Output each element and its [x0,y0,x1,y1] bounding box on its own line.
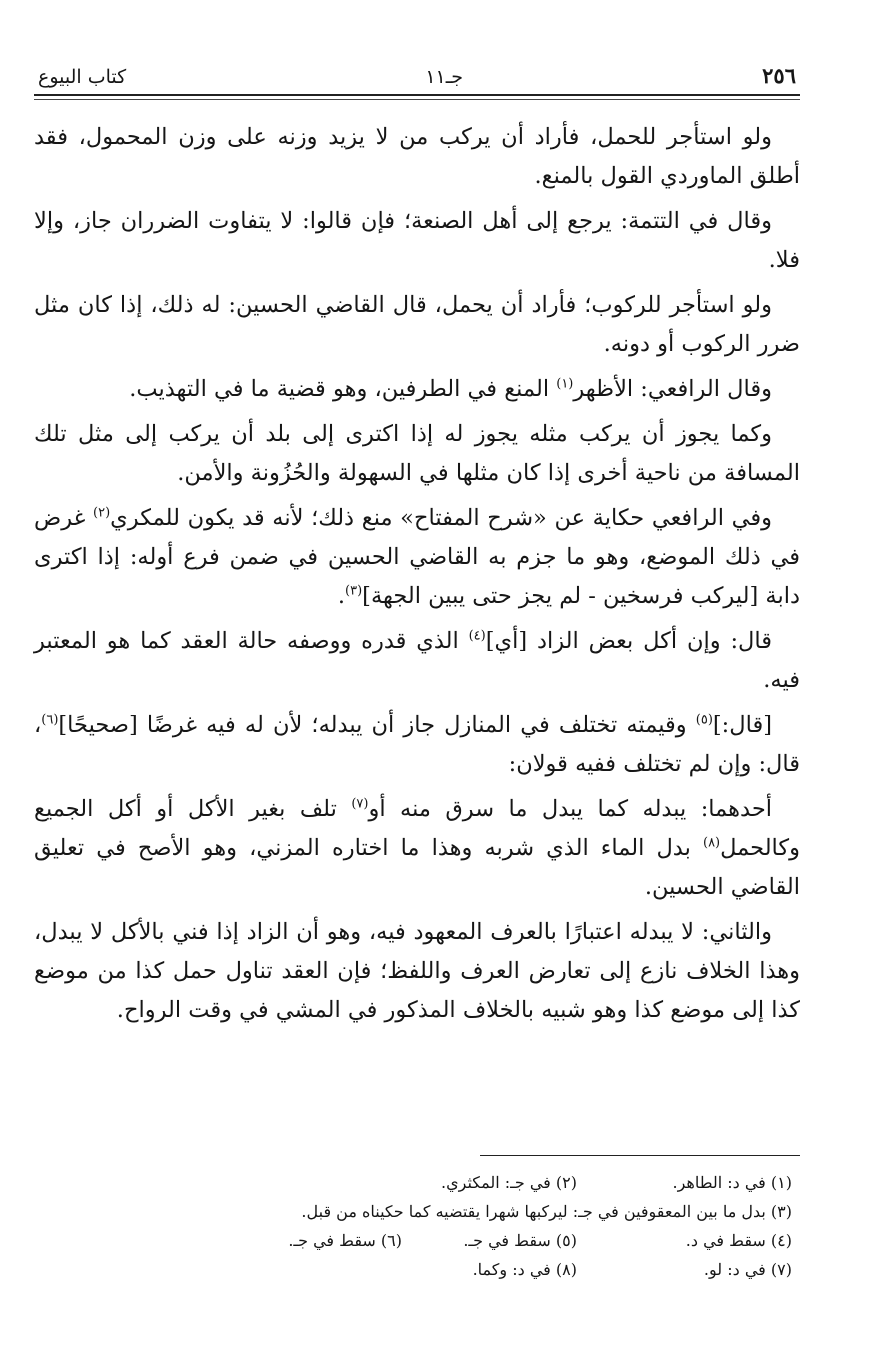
paragraph [34,370,800,409]
paragraph [34,790,800,907]
volume-label: جـ١١ [425,66,464,88]
footnote-row [34,1255,800,1284]
footnote: (٧) في د: لو. [703,1260,792,1279]
paragraph-text: وقال في التتمة: يرجع إلى أهل الصنعة؛ فإن قالوا: لا يتفاوت الضرران جاز، وإلا فلا. [34,208,800,273]
footnotes [34,1168,800,1284]
paragraph-text: تلف بغير الأكل أو أكل الجميع وكالحمل [34,796,800,861]
footnote-reference: (٣) [345,583,363,599]
paragraph-text: والثاني: لا يبدله اعتبارًا بالعرف المعهود فيه، وهو أن الزاد إذا فني بالأكل لا يبدل، وهذا الخلاف نازع إلى تعارض العرف واللفظ؛ فإن العقد تناول حمل كذا من موضع كذا إلى موضع كذا وهو شبيه بالخلاف المذكور في المشي في وقت الرواح. [34,919,800,1023]
paragraph-text: وفي الرافعي حكاية عن «شرح المفتاح» منع ذلك؛ لأنه قد يكون للمكري [110,505,772,531]
paragraph-text: . [337,583,346,609]
paragraph [34,622,800,700]
running-head [34,60,800,92]
paragraph-text: [قال:] [712,712,772,738]
paragraph-text: المنع في الطرفين، وهو قضية ما في التهذيب. [129,376,557,402]
paragraph [34,499,800,616]
header-rule-thin [34,99,800,100]
paragraph-text: ولو استأجر للركوب؛ فأراد أن يحمل، قال القاضي الحسين: له ذلك، إذا كان مثل ضرر الركوب أو دونه. [34,292,800,357]
page-number: ٢٥٦ [762,63,796,88]
footnote-reference: (٧) [351,796,369,812]
footnote: (٨) في د: وكما. [472,1260,577,1279]
paragraph-text: قال: وإن أكل بعض الزاد [أي] [485,628,772,654]
paragraph-text: وقال الرافعي: الأظهر [573,376,772,402]
footnote-reference: (١) [556,376,574,392]
paragraph-text: وقيمته تختلف في المنازل جاز أن يبدله؛ لأن له فيه غرضًا [صحيحًا] [58,712,696,738]
paragraph-text: غرض في ذلك الموضع، وهو ما جزم به القاضي الحسين في ضمن فرع أوله: إذا اكترى دابة [ليركب فرسخين - لم يجز حتى يبين الجهة] [34,505,800,609]
chapter-title: كتاب البيوع [38,66,127,88]
footnote: (٣) بدل ما بين المعقوفين في جـ: ليركبها شهرا يقتضيه كما حكيناه من قبل. [301,1202,792,1221]
paragraph-text: أحدهما: يبدله كما يبدل ما سرق منه أو [368,796,773,822]
book-page [34,60,800,1279]
footnote: (٤) سقط في د. [685,1231,792,1250]
paragraph [34,706,800,784]
footnote-separator [480,1155,800,1156]
footnote-reference: (٥) [695,712,713,728]
main-text [34,118,800,1030]
footnote: (١) في د: الطاهر. [672,1173,792,1192]
footnote-row [34,1197,800,1226]
paragraph [34,286,800,364]
footnote: (٥) سقط في جـ. [463,1231,577,1250]
footnote-reference: (٤) [468,628,486,644]
footnote-row [34,1168,800,1197]
footnote-row [34,1226,800,1255]
paragraph [34,415,800,493]
footnote-reference: (٢) [93,505,111,521]
paragraph-text: الذي قدره ووصفه حالة العقد كما هو المعتبر فيه. [34,628,800,693]
paragraph-text: ولو استأجر للحمل، فأراد أن يركب من لا يزيد وزنه على وزن المحمول، فقد أطلق الماوردي القول بالمنع. [34,124,800,189]
paragraph-text: بدل الماء الذي شربه وهذا ما اختاره المزني، وهو الأصح في تعليق القاضي الحسين. [34,835,800,900]
footnote-reference: (٨) [702,835,721,851]
paragraph [34,202,800,280]
paragraph-text: ، قال: وإن لم تختلف ففيه قولان: [34,712,800,777]
header-rule [34,94,800,96]
paragraph-text: وكما يجوز أن يركب مثله يجوز له إذا اكترى إلى بلد أن يركب إلى مثل تلك المسافة من ناحية أخرى إذا كان مثلها في السهولة والحُزُونة والأمن. [34,421,800,486]
paragraph [34,118,800,196]
footnote: (٢) في جـ: المكثري. [441,1173,577,1192]
paragraph [34,913,800,1030]
footnote-reference: (٦) [41,712,59,728]
footnote: (٦) سقط في جـ. [288,1231,402,1250]
